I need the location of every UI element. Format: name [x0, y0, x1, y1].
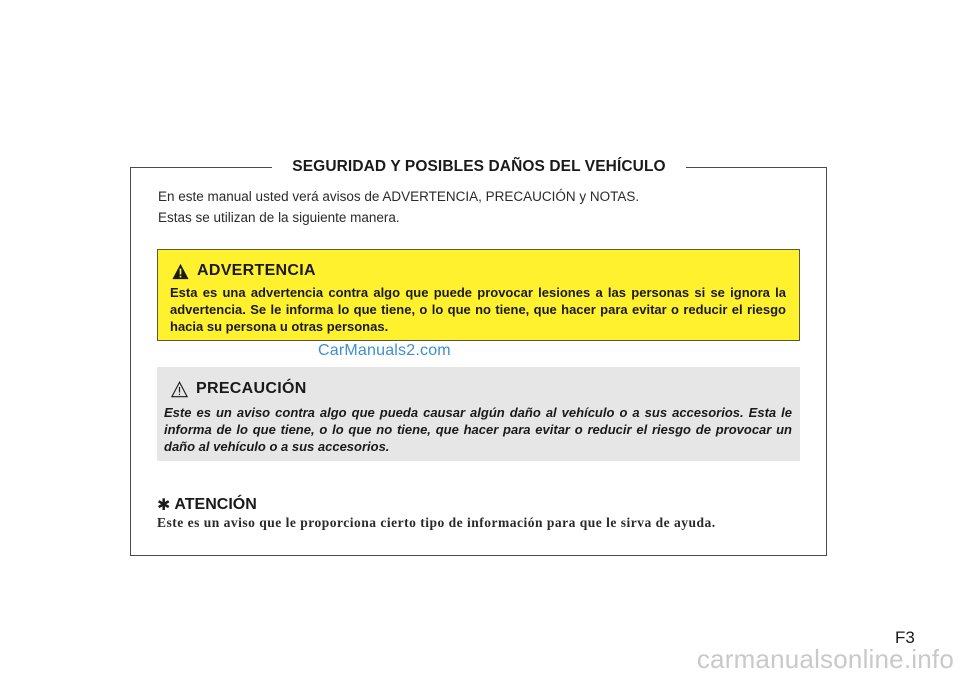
warning-triangle-icon — [172, 263, 189, 280]
warning-header — [172, 260, 316, 282]
asterisk-icon: ✱ — [157, 497, 171, 514]
section-title: SEGURIDAD Y POSIBLES DAÑOS DEL VEHÍCULO — [272, 154, 686, 180]
footer-watermark[interactable]: carmanualsonline.info — [696, 644, 954, 674]
caution-title: PRECAUCIÓN — [196, 380, 307, 397]
watermark-link[interactable]: CarManuals2.com — [318, 342, 451, 359]
caution-box — [157, 367, 800, 461]
note-title: ATENCIÓN — [174, 496, 257, 513]
intro-line-2: Estas se utilizan de la siguiente manera. — [158, 210, 400, 225]
caution-header — [171, 378, 307, 400]
warning-text: Esta es una advertencia contra algo que puede provocar lesiones a las personas si se ignora la advertencia. Se le informa lo que tiene, o lo que no tiene, que hacer para evitar o reducir el riesgo hacia su persona u otras personas. — [170, 285, 786, 334]
warning-title: ADVERTENCIA — [197, 262, 316, 279]
warning-box — [157, 249, 800, 341]
note-text: Este es un aviso que le proporciona cierto tipo de información para que le sirva de ayuda. — [157, 515, 716, 530]
note-header — [157, 494, 257, 516]
page-number: F3 — [895, 628, 915, 647]
caution-triangle-outline-icon — [171, 381, 188, 398]
intro-line-1: En este manual usted verá avisos de ADVERTENCIA, PRECAUCIÓN y NOTAS. — [158, 189, 640, 204]
caution-text: Este es un aviso contra algo que pueda causar algún daño al vehículo o a sus accesorios. Esta le informa de lo que tiene, o lo que no tiene, que hacer para evitar o reducir el riesgo de provocar un daño al vehículo o a sus accesorios. — [164, 405, 792, 454]
